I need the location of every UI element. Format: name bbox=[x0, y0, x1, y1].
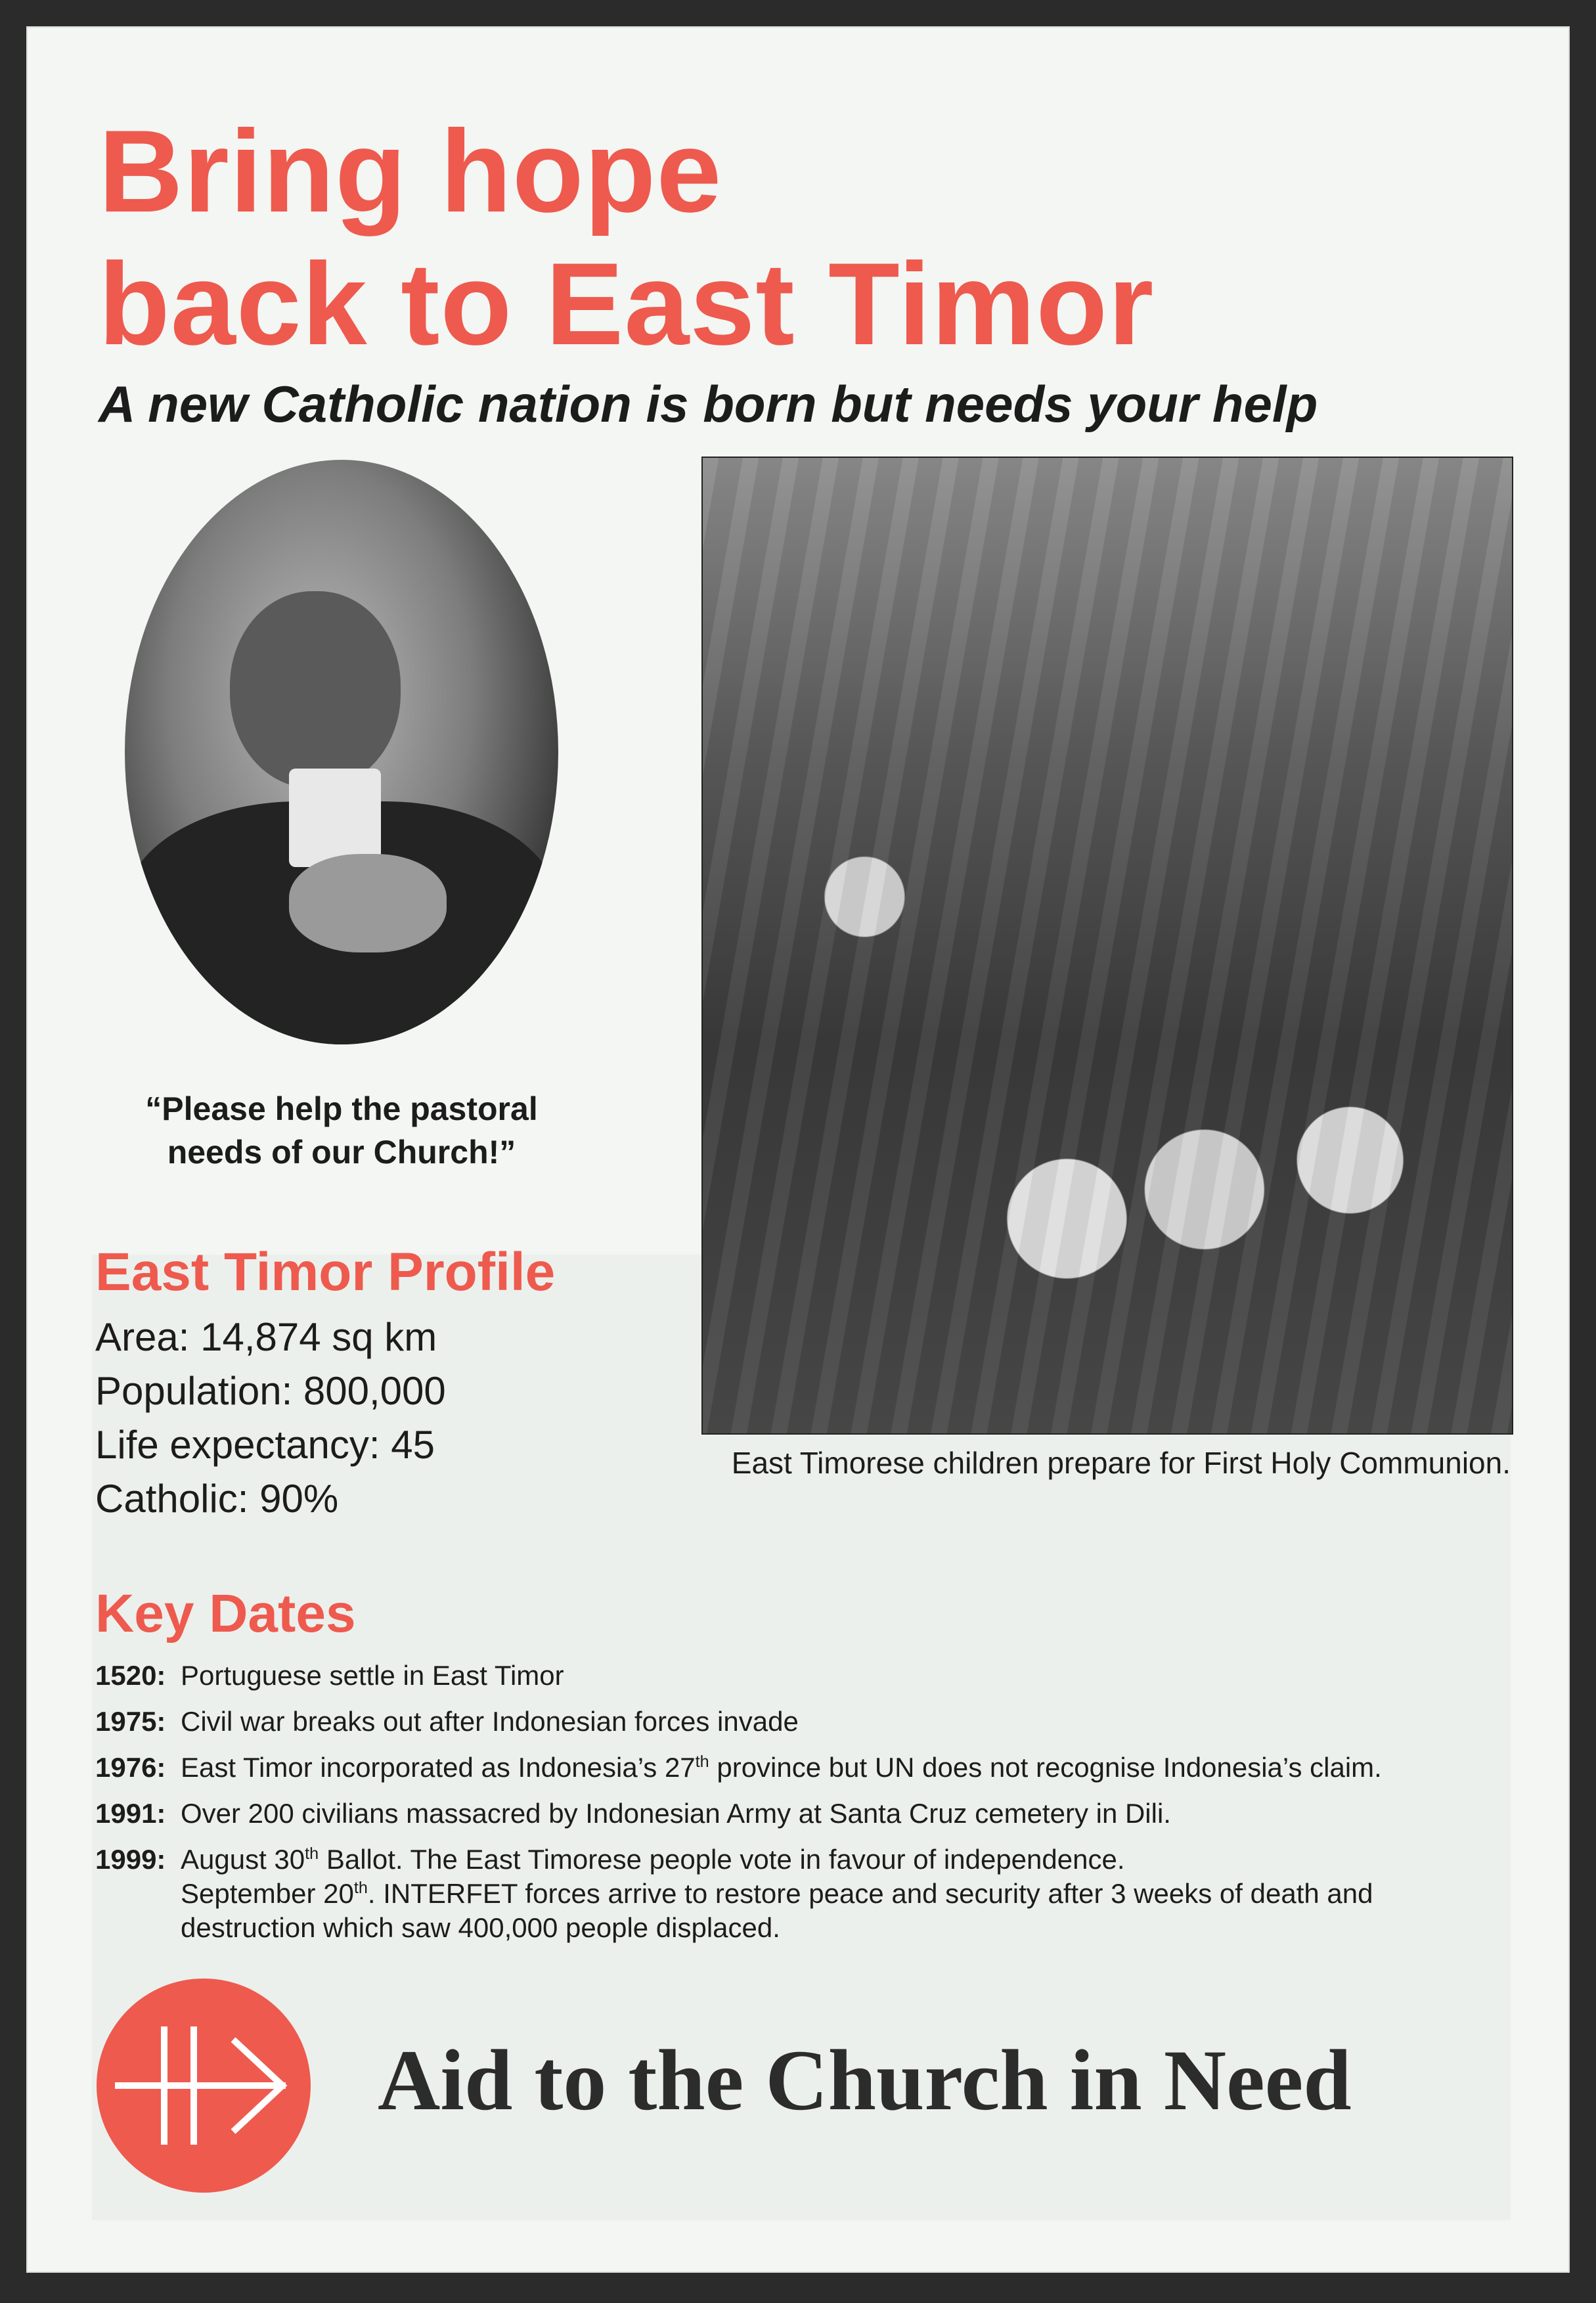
key-date-row bbox=[95, 1843, 1514, 1945]
key-date-text: Portuguese settle in East Timor bbox=[181, 1660, 564, 1691]
key-date-year: 1976: bbox=[95, 1752, 166, 1783]
key-date-text: August 30th Ballot. The East Timorese people vote in favour of independence. September 20th. INTERFET forces arrive to restore peace and security after 3 weeks of death and destruction which saw 400,000 people displaced. bbox=[181, 1844, 1373, 1943]
cross-arrow-logo-icon bbox=[95, 1977, 312, 2194]
key-date-row bbox=[95, 1705, 1514, 1739]
bishop-portrait-photo bbox=[125, 460, 558, 1044]
key-date-text: Civil war breaks out after Indonesian forces invade bbox=[181, 1706, 799, 1737]
key-dates-list bbox=[95, 1659, 1514, 1957]
headline-line-2: back to East Timor bbox=[99, 238, 1155, 369]
organization-name: Aid to the Church in Need bbox=[378, 2032, 1352, 2128]
key-date-year: 1999: bbox=[95, 1844, 166, 1875]
portrait-quote: “Please help the pastoral needs of our Church!” bbox=[145, 1090, 538, 1171]
key-date-row bbox=[95, 1751, 1514, 1785]
key-date-row bbox=[95, 1659, 1514, 1693]
key-date-year: 1991: bbox=[95, 1798, 166, 1829]
profile-item-population: Population: 800,000 bbox=[95, 1369, 446, 1413]
headline bbox=[99, 105, 1154, 370]
key-dates-title: Key Dates bbox=[95, 1584, 356, 1643]
key-date-text: East Timor incorporated as Indonesia’s 27th province but UN does not recognise Indonesia’s claim. bbox=[181, 1752, 1382, 1783]
profile-item-catholic: Catholic: 90% bbox=[95, 1477, 339, 1521]
key-date-year: 1975: bbox=[95, 1706, 166, 1737]
children-photo bbox=[701, 457, 1513, 1435]
photo-caption: East Timorese children prepare for First Holy Communion. bbox=[731, 1446, 1511, 1480]
key-date-row bbox=[95, 1797, 1514, 1831]
subheadline: A new Catholic nation is born but needs your help bbox=[99, 375, 1318, 433]
profile-item-area: Area: 14,874 sq km bbox=[95, 1315, 437, 1359]
key-date-text: Over 200 civilians massacred by Indonesian Army at Santa Cruz cemetery in Dili. bbox=[181, 1798, 1171, 1829]
profile-item-life-expectancy: Life expectancy: 45 bbox=[95, 1423, 435, 1467]
profile-title: East Timor Profile bbox=[95, 1242, 556, 1302]
key-date-year: 1520: bbox=[95, 1660, 166, 1691]
headline-line-1: Bring hope bbox=[99, 106, 722, 236]
profile-list bbox=[95, 1310, 446, 1526]
